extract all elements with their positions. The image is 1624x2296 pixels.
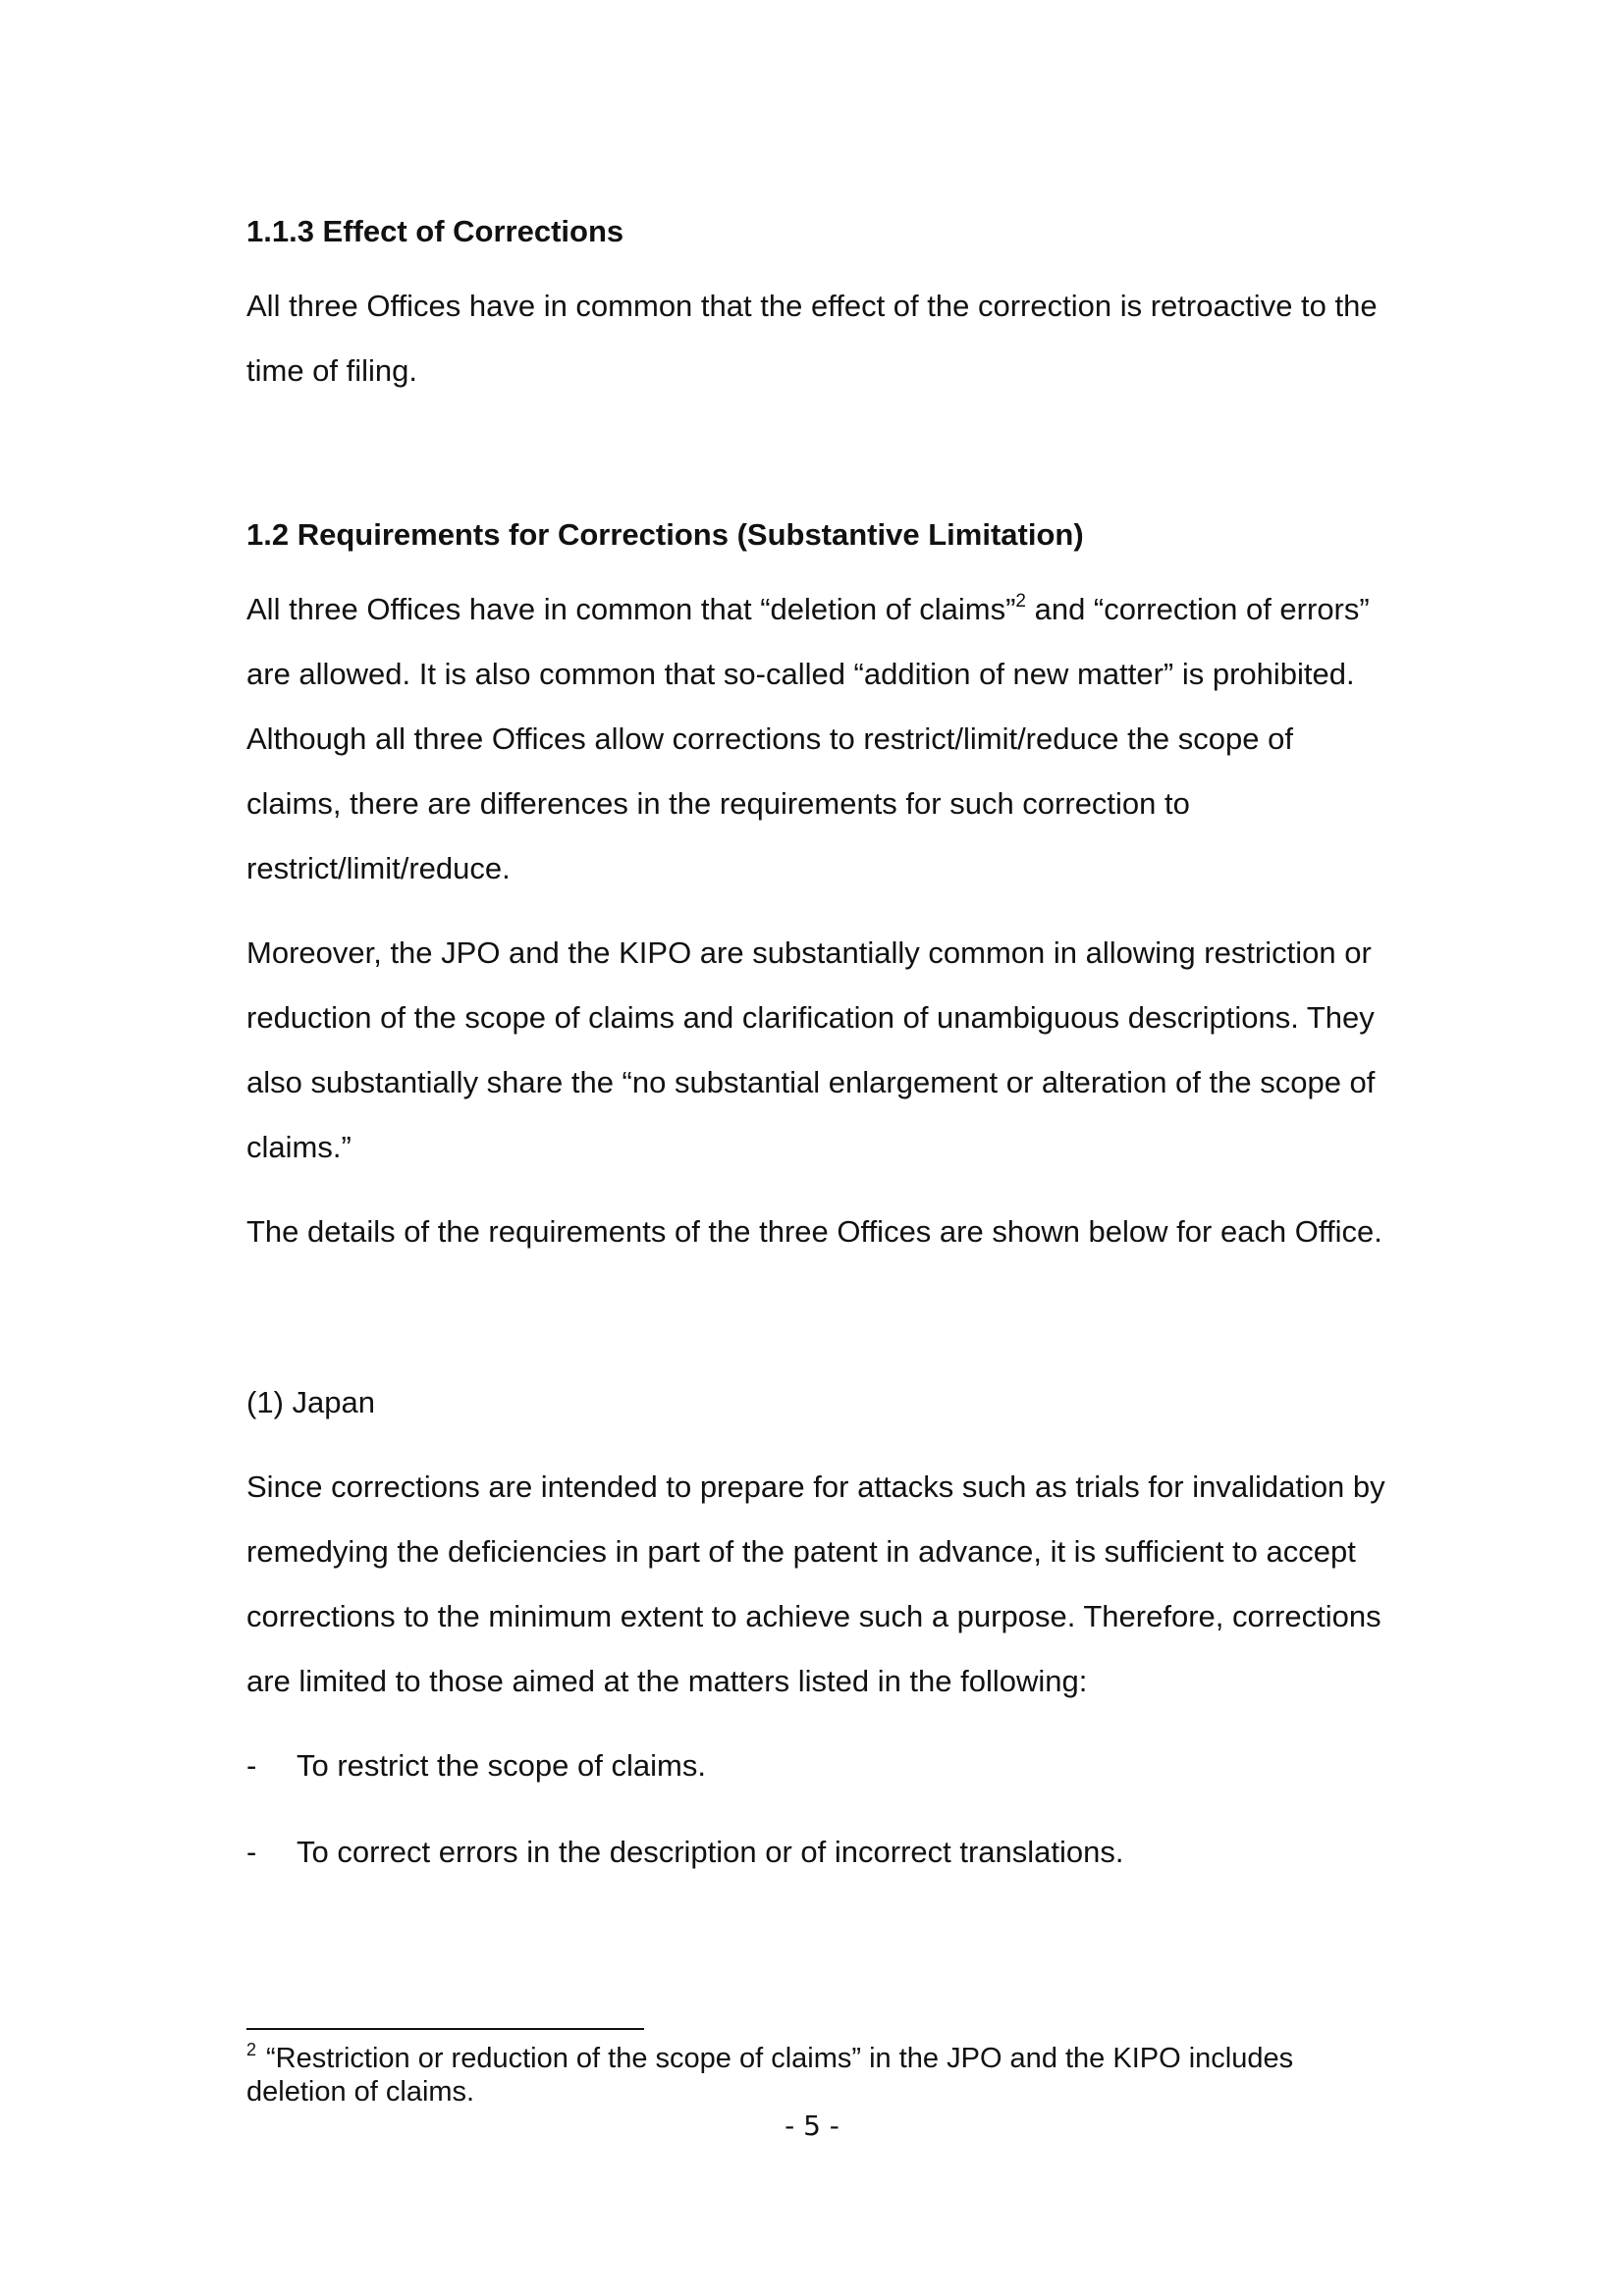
bullet-dash: -: [246, 1835, 257, 1869]
paragraph-common-requirements: [246, 577, 1395, 901]
page-body: [246, 212, 1395, 1885]
heading-effect-of-corrections: 1.1.3 Effect of Corrections: [246, 214, 624, 248]
paragraph-common-requirements-end: and “correction of errors” are allowed. It is also common that so-called “addition of new matter” is prohibited. Although all three Offices allow corrections to restrict/limit/reduce the scope of claims, there are differences in the requirements for such correction to restrict/limit/reduce.: [246, 592, 1370, 885]
bullet-dash: -: [246, 1748, 257, 1783]
japan-bullet-list: [246, 1734, 1395, 1885]
list-item: [246, 1734, 1395, 1798]
footnote-mark: 2: [246, 2040, 257, 2059]
footnote-separator: [246, 2028, 644, 2030]
footnote-2: [246, 2042, 1346, 2109]
paragraph-japan-purpose: Since corrections are intended to prepare for attacks such as trials for invalidation by remedying the deficiencies in part of the patent in advance, it is sufficient to accept corrections to the minimum extent to achieve such a purpose. Therefore, corrections are limited to those aimed at the matters listed in the following:: [246, 1469, 1385, 1698]
paragraph-details-intro: The details of the requirements of the three Offices are shown below for each Office.: [246, 1214, 1382, 1249]
footnote-reference-2[interactable]: 2: [1015, 591, 1026, 612]
bullet-text: To correct errors in the description or of incorrect translations.: [297, 1835, 1124, 1869]
footnote-text: “Restriction or reduction of the scope of claims” in the JPO and the KIPO includes deletion of claims.: [246, 2043, 1294, 2108]
list-item: [246, 1820, 1395, 1885]
page-number: - 5 -: [785, 2109, 839, 2142]
bullet-text: To restrict the scope of claims.: [297, 1748, 706, 1783]
paragraph-common-requirements-start: All three Offices have in common that “deletion of claims”: [246, 592, 1016, 626]
paragraph-effect-retroactive: All three Offices have in common that the effect of the correction is retroactive to the time of filing.: [246, 289, 1378, 388]
heading-requirements-for-corrections: 1.2 Requirements for Corrections (Substantive Limitation): [246, 517, 1084, 552]
paragraph-jpo-kipo-common: Moreover, the JPO and the KIPO are substantially common in allowing restriction or reduction of the scope of claims and clarification of unambiguous descriptions. They also substantially share the “no substantial enlargement or alteration of the scope of claims.”: [246, 935, 1376, 1164]
heading-japan: (1) Japan: [246, 1385, 375, 1419]
